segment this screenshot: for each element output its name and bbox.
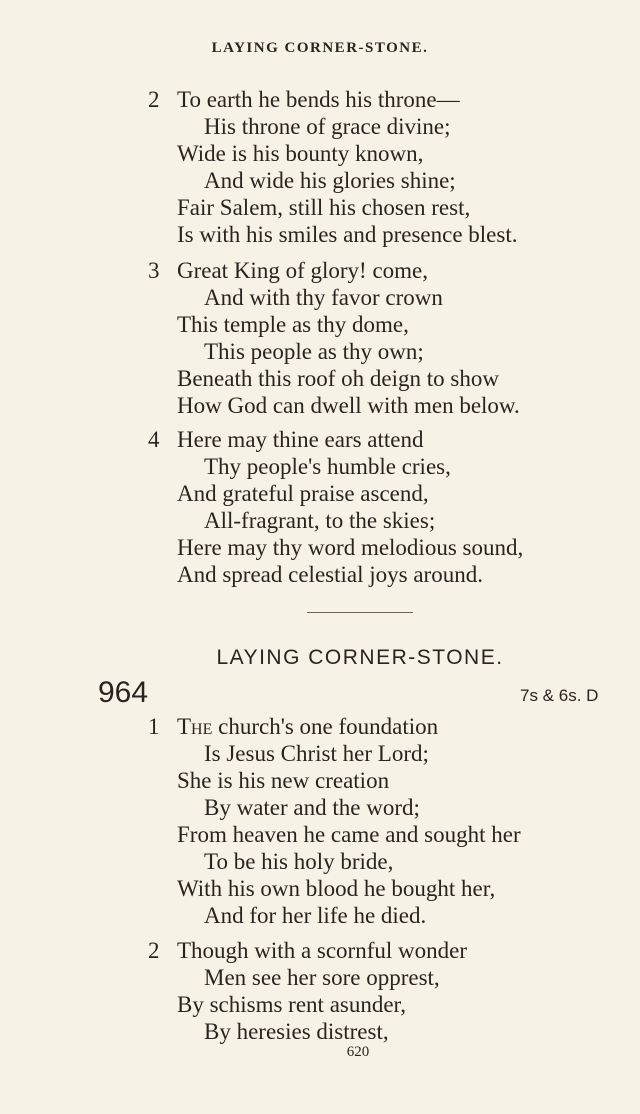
- verse-line: By water and the word;: [204, 795, 420, 820]
- verse-line: From heaven he came and sought her: [177, 822, 521, 847]
- verse-line: Great King of glory! come,: [177, 258, 429, 283]
- section-divider: [307, 612, 413, 613]
- verse-line: To earth he bends his throne—: [177, 87, 460, 112]
- verse-line: And grateful praise ascend,: [177, 481, 429, 506]
- verse-line: Thy people's humble cries,: [204, 454, 451, 479]
- verse-line-rest: church's one foundation: [218, 714, 439, 739]
- meter-label: 7s & 6s. D: [520, 686, 599, 705]
- verse-line: With his own blood he bought her,: [177, 876, 496, 901]
- verse-line: Men see her sore opprest,: [204, 965, 440, 990]
- verse-line: And for her life he died.: [204, 903, 427, 928]
- page-number: 620: [346, 1044, 370, 1060]
- verse-line: By schisms rent asunder,: [177, 992, 407, 1017]
- verse-line: Beneath this roof oh deign to show: [177, 366, 499, 391]
- verse-line: By heresies distrest,: [204, 1019, 389, 1044]
- hymn-number: 964: [98, 676, 149, 709]
- stanza-number: 1: [148, 714, 160, 739]
- verse-line: And spread celestial joys around.: [177, 562, 483, 587]
- stanza-number: 3: [148, 258, 160, 283]
- verse-line: [177, 713, 438, 740]
- verse-line: And wide his glories shine;: [204, 168, 456, 193]
- verse-line: Wide is his bounty known,: [177, 141, 424, 166]
- verse-line: She is his new creation: [177, 768, 390, 793]
- verse-line: This people as thy own;: [204, 339, 424, 364]
- verse-line: How God can dwell with men below.: [177, 393, 520, 418]
- stanza-number: 4: [148, 427, 160, 452]
- verse-line: Is with his smiles and presence blest.: [177, 222, 518, 247]
- verse-line: Though with a scornful wonder: [177, 938, 467, 963]
- verse-line: Here may thine ears attend: [177, 427, 424, 452]
- verse-line: This temple as thy dome,: [177, 312, 409, 337]
- stanza-number: 2: [148, 87, 160, 112]
- verse-line: Fair Salem, still his chosen rest,: [177, 195, 471, 220]
- section-title: LAYING CORNER-STONE.: [216, 646, 504, 669]
- stanza-number: 2: [148, 938, 160, 963]
- verse-line: Here may thy word melodious sound,: [177, 535, 524, 560]
- verse-line: To be his holy bride,: [204, 849, 394, 874]
- verse-line: And with thy favor crown: [204, 285, 443, 310]
- verse-line: His throne of grace divine;: [204, 114, 451, 139]
- first-word: The: [177, 714, 213, 739]
- running-head: LAYING CORNER-STONE.: [211, 40, 429, 56]
- verse-line: All-fragrant, to the skies;: [204, 508, 436, 533]
- verse-line: Is Jesus Christ her Lord;: [204, 741, 429, 766]
